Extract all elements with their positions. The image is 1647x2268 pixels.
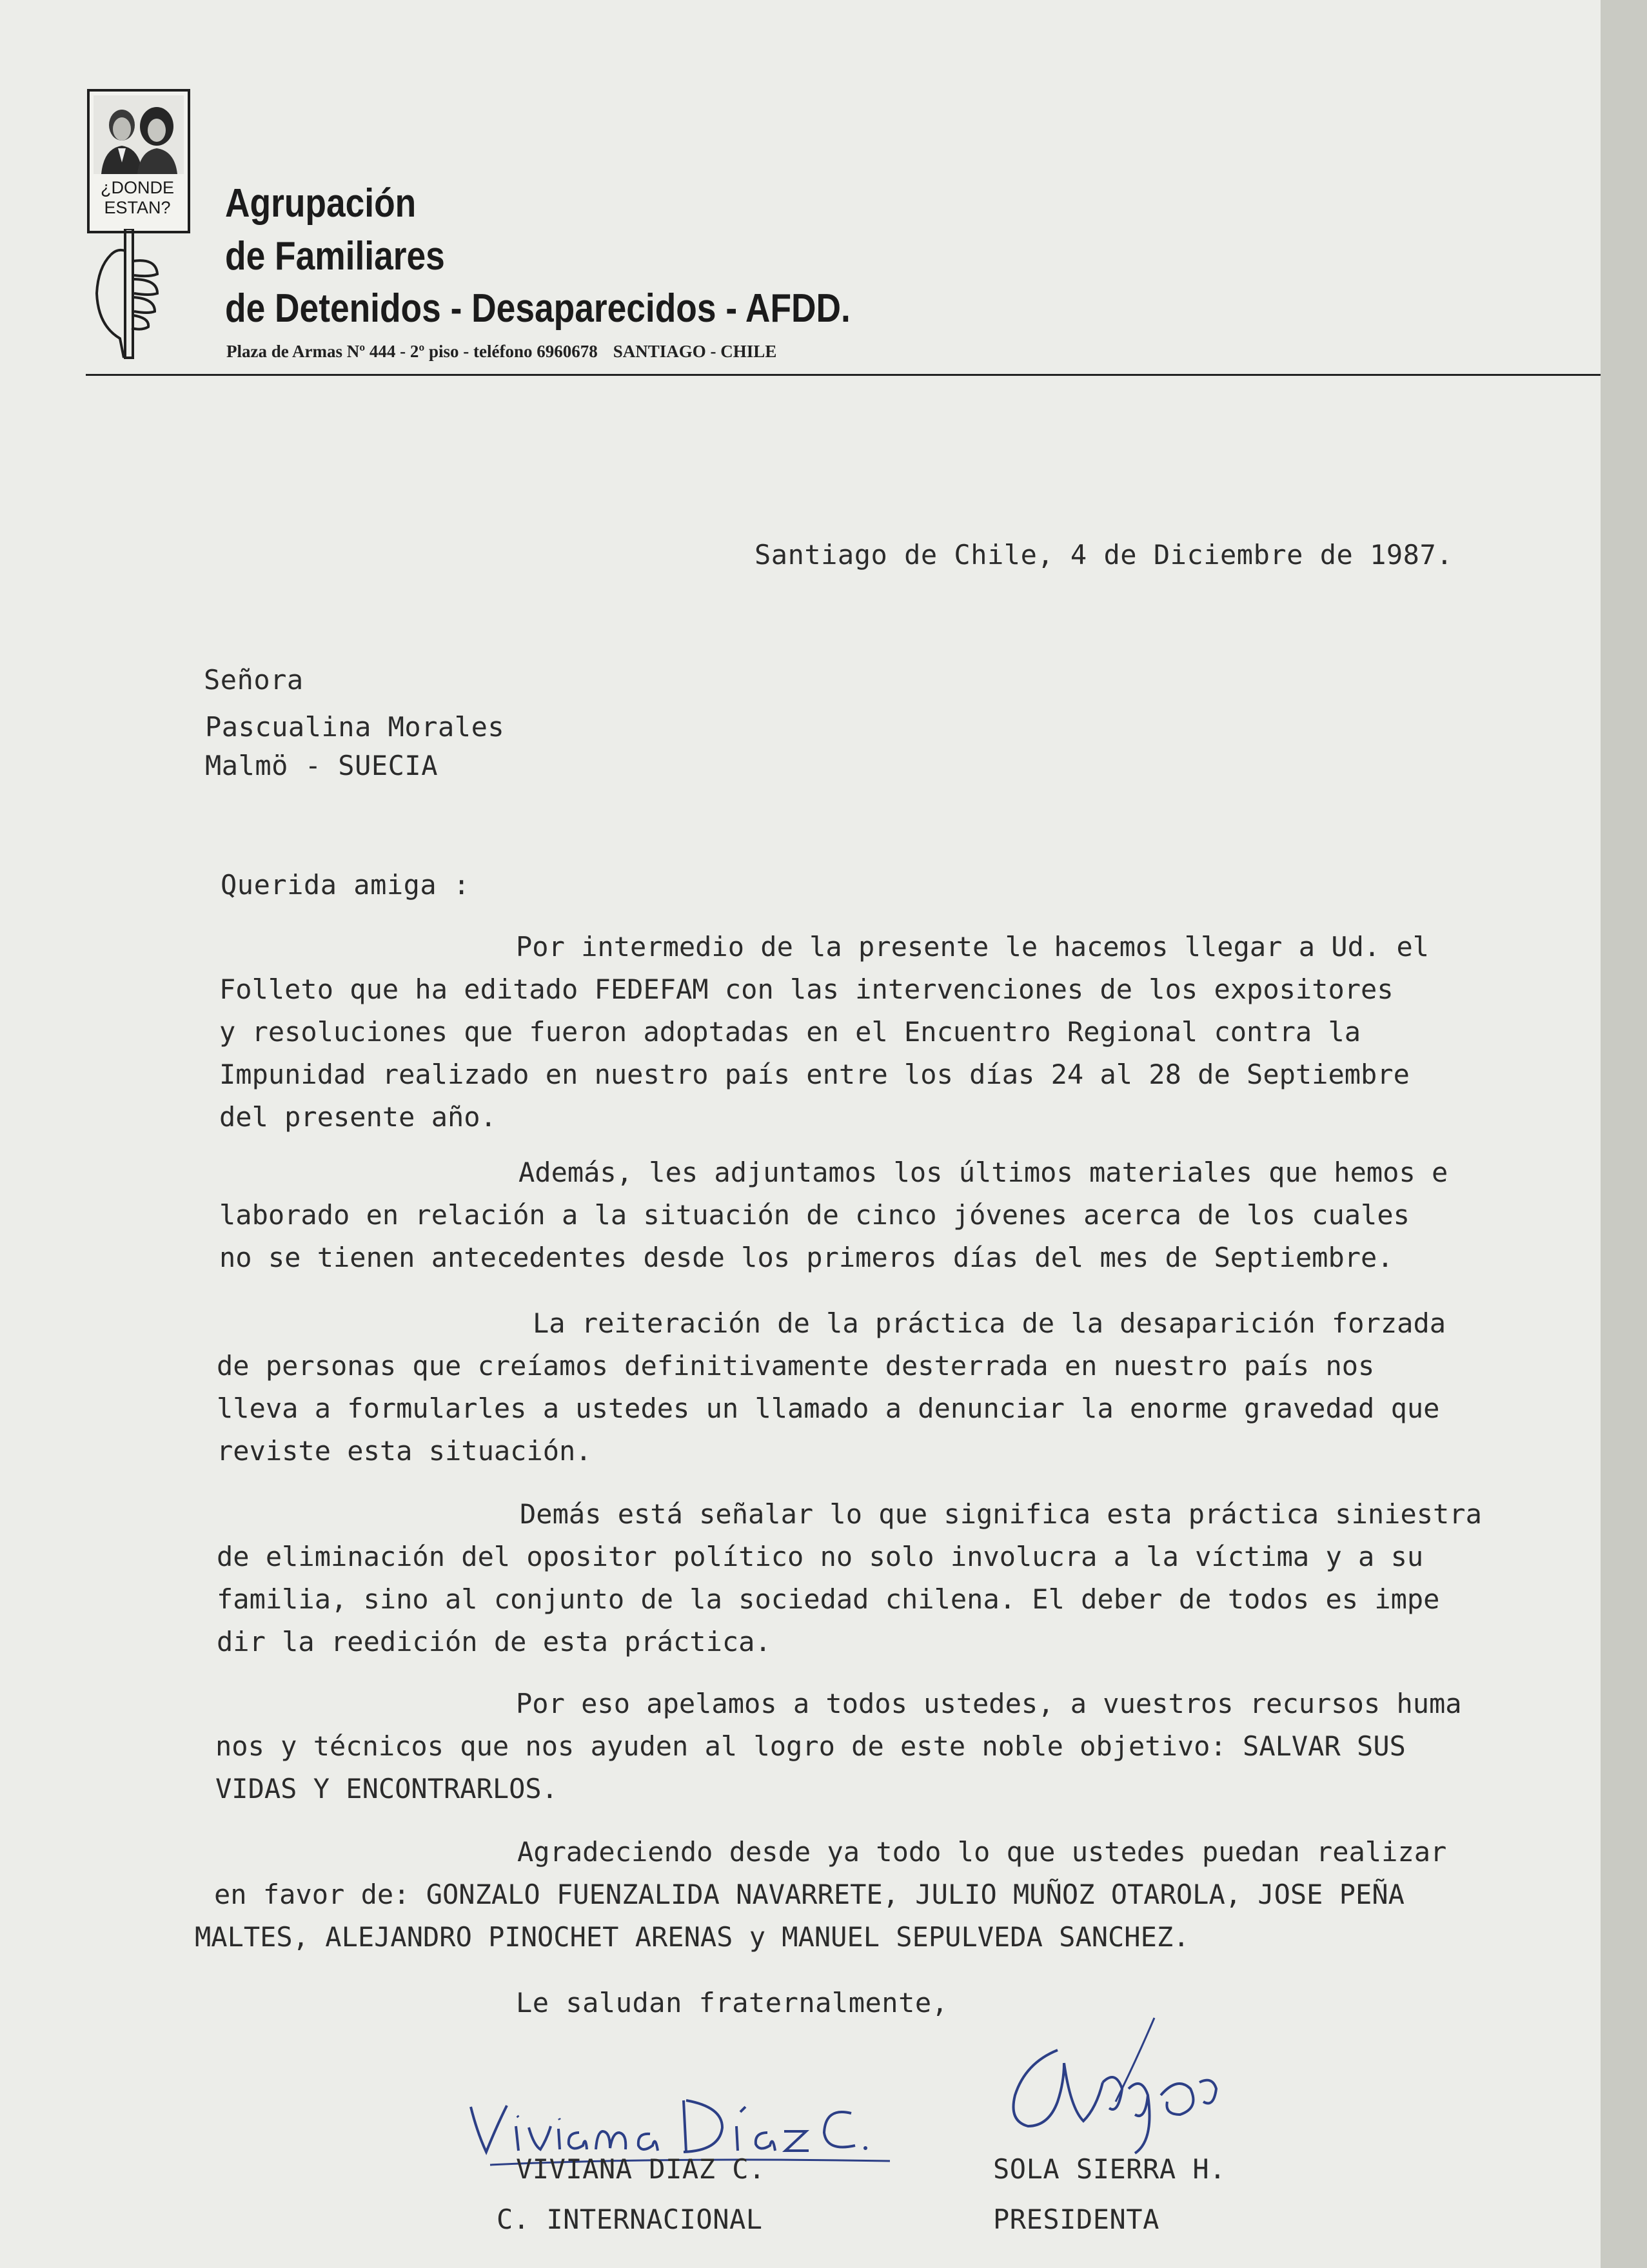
portraits-icon [90, 92, 188, 182]
date-line: Santiago de Chile, 4 de Diciembre de 1987. [754, 539, 1454, 571]
paragraph-line: en favor de: GONZALO FUENZALIDA NAVARRETE, JULIO MUÑOZ OTAROLA, JOSE PEÑA [214, 1879, 1405, 1910]
paragraph-line: Demás está señalar lo que significa esta práctica siniestra [520, 1498, 1482, 1530]
paragraph-line: de eliminación del opositor político no solo involucra a la víctima y a su [217, 1541, 1424, 1572]
paragraph-line: familia, sino al conjunto de la sociedad chilena. El deber de todos es impe [217, 1583, 1440, 1615]
org-name-line2: de Familiares [225, 234, 445, 279]
paragraph-line: y resoluciones que fueron adoptadas en el Encuentro Regional contra la [219, 1016, 1361, 1048]
paragraph-2 [219, 1151, 1448, 1279]
recipient-name: Pascualina Morales [205, 711, 505, 743]
signatory-2-role: PRESIDENTA [993, 2204, 1159, 2235]
paragraph-line: MALTES, ALEJANDRO PINOCHET ARENAS y MANUEL SEPULVEDA SANCHEZ. [195, 1921, 1190, 1953]
recipient-location: Malmö - SUECIA [205, 750, 439, 781]
paragraph-line: Folleto que ha editado FEDEFAM con las intervenciones de los expositores [219, 973, 1394, 1005]
signatory-1-name: VIVIANA DIAZ C. [516, 2153, 765, 2185]
salutation: Querida amiga : [221, 869, 470, 901]
paragraph-line: nos y técnicos que nos ayuden al logro de este noble objetivo: SALVAR SUS [215, 1730, 1406, 1762]
paragraph-line: Agradeciendo desde ya todo lo que ustedes puedan realizar [517, 1836, 1447, 1868]
paragraph-line: Además, les adjuntamos los últimos materiales que hemos e [518, 1157, 1448, 1188]
signature-sola-sierra [987, 2011, 1257, 2160]
paragraph-4 [217, 1493, 1482, 1663]
paragraph-line: Por intermedio de la presente le hacemos llegar a Ud. el [516, 931, 1430, 963]
logo-caption-line2: ESTAN? [104, 198, 171, 217]
paragraph-line: Por eso apelamos a todos ustedes, a vuestros recursos huma [516, 1688, 1462, 1719]
background-edge [1601, 0, 1647, 2268]
paragraph-line: reviste esta situación. [217, 1435, 592, 1467]
paragraph-line: del presente año. [219, 1101, 497, 1133]
raised-hand-icon [85, 229, 175, 364]
closing-line: Le saludan fraternalmente, [516, 1987, 949, 2019]
paragraph-line: lleva a formularles a ustedes un llamado a denunciar la enorme gravedad que [217, 1393, 1440, 1424]
org-name-line1: Agrupación [225, 181, 417, 226]
paragraph-5 [215, 1683, 1462, 1810]
paragraph-1 [219, 926, 1429, 1139]
org-name-line3: de Detenidos - Desaparecidos - AFDD. [225, 286, 851, 331]
paragraph-6 [195, 1831, 1446, 1959]
address-text: Plaza de Armas Nº 444 - 2º piso - teléfono 6960678 [226, 342, 598, 361]
paragraph-line: laborado en relación a la situación de cinco jóvenes acerca de los cuales [219, 1199, 1410, 1231]
logo-caption-line1: ¿DONDE [101, 178, 174, 197]
signatory-2-name: SOLA SIERRA H. [993, 2153, 1227, 2185]
paragraph-line: dir la reedición de esta práctica. [217, 1626, 771, 1657]
paragraph-line: Impunidad realizado en nuestro país entre los días 24 al 28 de Septiembre [219, 1059, 1410, 1090]
paragraph-line: de personas que creíamos definitivamente desterrada en nuestro país nos [217, 1350, 1375, 1382]
paragraph-line: no se tienen antecedentes desde los primeros días del mes de Septiembre. [219, 1242, 1394, 1273]
paragraph-line: VIDAS Y ENCONTRARLOS. [215, 1773, 558, 1804]
signatory-1-role: C. INTERNACIONAL [497, 2204, 763, 2235]
city-text: SANTIAGO - CHILE [613, 342, 777, 361]
logo-caption [90, 178, 184, 218]
paragraph-line: La reiteración de la práctica de la desaparición forzada [533, 1307, 1446, 1339]
recipient-title: Señora [204, 664, 304, 696]
letterhead-address [226, 342, 776, 362]
paragraph-3 [217, 1302, 1446, 1472]
letterhead-divider [86, 374, 1601, 376]
